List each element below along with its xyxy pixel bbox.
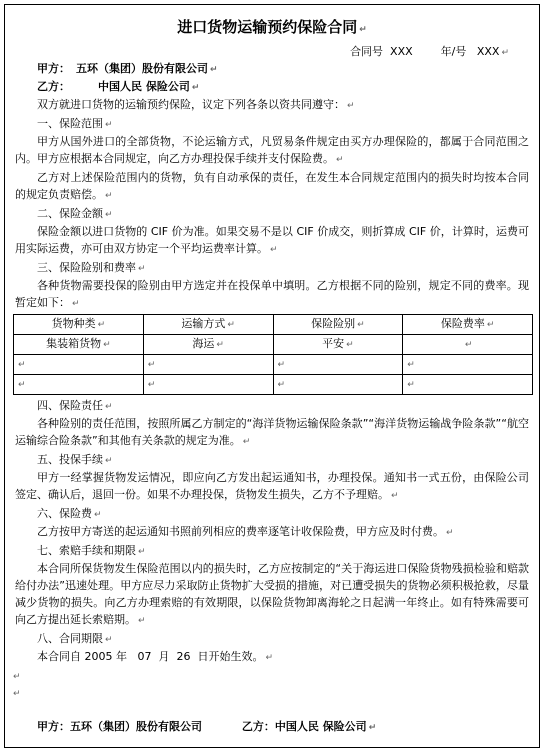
section-2 — [5, 205, 539, 259]
section-paragraph-text: 乙方按甲方寄送的起运通知书照前列相应的费率逐笔计收保险费，甲方应及时付费。 — [37, 525, 444, 538]
table-header-cell — [403, 315, 533, 335]
paragraph-mark: ↵ — [103, 340, 111, 350]
paragraph-mark: ↵ — [191, 83, 200, 93]
cell-text: 集装箱货物 — [46, 337, 102, 350]
paragraph-mark: ↵ — [18, 380, 26, 390]
section-heading — [5, 205, 539, 223]
section-3 — [5, 259, 539, 313]
section-heading-text: 一、保险范围 — [37, 117, 103, 130]
section-heading — [5, 451, 539, 469]
section-paragraph-text: 各种险别的责任范围，按照所属乙方制定的“海洋货物运输保险条款”“海洋货物运输战争险条款”“航空运输综合险条款”和其他有关条款的规定为准。 — [15, 417, 529, 447]
paragraph-mark: ↵ — [13, 672, 21, 682]
contract-number-text: 合同号 XXX 年/号 XXX — [350, 45, 500, 58]
section-7 — [5, 542, 539, 630]
intro-text: 双方就进口货物的运输预约保险，议定下列各条以资共同遵守： — [37, 98, 345, 111]
paragraph-mark: ↵ — [407, 360, 415, 370]
section-paragraph-text: 保险金额以进口货物的 CIF 价为准。如果交易不是以 CIF 价成交，则折算成 CIF 价，计算时，运费可用实际运费，亦可由双方协定一个平均运费率计算。 — [15, 225, 529, 255]
section-paragraph-text: 乙方对上述保险范围内的货物，负有自动承保的责任，在发生本合同规定范围内的损失时均按本合同的规定负责赔偿。 — [15, 171, 529, 201]
table-cell — [143, 335, 273, 355]
section-paragraph-text: 本合同自 2005 年 07 月 26 日开始生效。 — [37, 650, 264, 663]
section-5 — [5, 451, 539, 505]
table-cell — [14, 335, 144, 355]
party-b-name: 中国人民 保险公司 — [98, 80, 190, 93]
section-paragraph — [5, 277, 539, 313]
section-paragraph-text: 各种货物需要投保的险别由甲方选定并在投保单中填明。乙方根据不同的险别，规定不同的费率。现暂定如下： — [15, 279, 529, 309]
paragraph-mark: ↵ — [357, 320, 365, 330]
paragraph-mark: ↵ — [359, 25, 367, 35]
table-header-cell — [273, 315, 403, 335]
footer-party-a-name: 五环（集团）股份有限公司 — [70, 720, 202, 733]
signature-line — [5, 718, 539, 737]
section-heading — [5, 397, 539, 415]
section-heading — [5, 542, 539, 560]
section-heading-text: 四、保险责任 — [37, 399, 103, 412]
footer-party-b-label: 乙方： — [241, 720, 275, 733]
paragraph-mark: ↵ — [97, 320, 106, 330]
section-heading-text: 七、索赔手续和期限 — [37, 544, 136, 557]
section-4 — [5, 397, 539, 451]
intro-paragraph — [5, 96, 539, 115]
section-heading — [5, 505, 539, 523]
section-1 — [5, 115, 539, 205]
paragraph-mark: ↵ — [265, 653, 273, 663]
section-paragraph-text: 本合同所保货物发生保险范围以内的损失时，乙方应按制定的“关于海运进口保险货物残损检验和赔款给付办法”迅速处理。甲方应尽力采取防止货物扩大受损的措施，对已遭受损失的货物必须积极抢救，尽量减少货物的损失。向乙方办理索赔的有效期限，以保险货物卸离海轮之日起满一年终止。如有特殊需要可向乙方提出延长索赔期。 — [15, 562, 529, 626]
paragraph-mark: ↵ — [72, 299, 80, 309]
footer-party-a-label: 甲方： — [37, 720, 70, 733]
table-cell — [403, 335, 533, 355]
table-cell — [403, 355, 533, 375]
paragraph-mark: ↵ — [138, 264, 146, 274]
paragraph-mark: ↵ — [368, 723, 377, 733]
section-6 — [5, 505, 539, 542]
section-paragraph — [5, 169, 539, 205]
section-paragraph — [5, 560, 539, 630]
table-row — [14, 355, 533, 375]
header-coverage-type: 保险险别 — [311, 317, 356, 330]
section-heading — [5, 630, 539, 648]
section-paragraph — [5, 523, 539, 542]
paragraph-mark: ↵ — [277, 380, 286, 390]
paragraph-mark: ↵ — [105, 402, 113, 412]
table-cell — [273, 335, 403, 355]
paragraph-mark: ↵ — [105, 210, 113, 220]
paragraph-mark: ↵ — [407, 380, 415, 390]
section-paragraph — [5, 415, 539, 451]
paragraph-mark: ↵ — [336, 155, 344, 165]
paragraph-mark: ↵ — [138, 616, 146, 626]
header-transport-mode: 运输方式 — [181, 317, 226, 330]
paragraph-mark: ↵ — [270, 245, 278, 255]
section-heading-text: 六、保险费 — [37, 507, 92, 520]
table-row — [14, 375, 533, 395]
party-a-name: 五环（集团）股份有限公司 — [76, 62, 208, 75]
paragraph-mark: ↵ — [347, 101, 355, 111]
insurance-rate-table — [13, 314, 533, 395]
table-cell — [14, 355, 144, 375]
section-paragraph-text: 甲方从国外进口的全部货物，不论运输方式，凡贸易条件规定由买方办理保险的，都属于合同范围之内。甲方应根据本合同规定，向乙方办理投保手续并支付保险费。 — [15, 135, 529, 165]
paragraph-mark: ↵ — [105, 635, 113, 645]
header-goods-type: 货物种类 — [51, 317, 96, 330]
paragraph-mark: ↵ — [105, 456, 113, 466]
table-cell — [273, 355, 403, 375]
paragraph-mark: ↵ — [210, 65, 218, 75]
footer-party-b — [242, 720, 367, 733]
blank-line — [5, 667, 539, 684]
paragraph-mark: ↵ — [242, 437, 251, 447]
paragraph-mark: ↵ — [446, 528, 454, 538]
paragraph-mark: ↵ — [138, 547, 146, 557]
paragraph-mark: ↵ — [147, 380, 156, 390]
section-paragraph — [5, 648, 539, 667]
section-paragraph — [5, 223, 539, 259]
paragraph-mark: ↵ — [147, 360, 156, 370]
contract-number-line — [5, 43, 539, 60]
paragraph-mark: ↵ — [94, 510, 102, 520]
section-heading-text: 二、保险金额 — [37, 207, 103, 220]
party-b-line — [5, 78, 539, 96]
table-cell — [14, 375, 144, 395]
table-cell — [273, 375, 403, 395]
paragraph-mark: ↵ — [464, 340, 473, 350]
paragraph-mark: ↵ — [346, 340, 354, 350]
section-paragraph — [5, 133, 539, 169]
document-title — [5, 17, 539, 37]
section-heading-text: 五、投保手续 — [37, 453, 103, 466]
section-8 — [5, 630, 539, 667]
paragraph-mark: ↵ — [105, 120, 113, 130]
header-premium-rate: 保险费率 — [440, 317, 485, 330]
contract-document — [4, 4, 540, 748]
paragraph-mark: ↵ — [105, 191, 113, 201]
section-heading-text: 八、合同期限 — [37, 632, 103, 645]
table-header-cell — [14, 315, 144, 335]
paragraph-mark: ↵ — [391, 491, 399, 501]
title-text: 进口货物运输预约保险合同 — [177, 18, 358, 36]
section-heading — [5, 115, 539, 133]
table-cell — [403, 375, 533, 395]
table-row — [14, 335, 533, 355]
party-b-label: 乙方： — [37, 80, 70, 93]
footer-party-b-name: 中国人民 保险公司 — [274, 720, 367, 733]
cell-text: 平安 — [322, 337, 345, 350]
table-header-row — [14, 315, 533, 335]
section-paragraph — [5, 469, 539, 505]
table-cell — [143, 355, 273, 375]
cell-text: 海运 — [192, 337, 215, 350]
paragraph-mark: ↵ — [13, 689, 21, 699]
table-header-cell — [143, 315, 273, 335]
paragraph-mark: ↵ — [501, 48, 509, 58]
table-cell — [143, 375, 273, 395]
party-a-line — [5, 60, 539, 78]
paragraph-mark: ↵ — [18, 360, 26, 370]
section-heading — [5, 259, 539, 277]
paragraph-mark: ↵ — [216, 340, 224, 350]
party-a-label: 甲方： — [37, 62, 70, 75]
paragraph-mark: ↵ — [227, 320, 235, 330]
paragraph-mark: ↵ — [486, 320, 495, 330]
blank-line — [5, 684, 539, 701]
section-paragraph-text: 甲方一经掌握货物发运情况，即应向乙方发出起运通知书，办理投保。通知书一式五份，由保险公司签定、确认后，退回一份。如果不办理投保，货物发生损失，乙方不予理赔。 — [15, 471, 529, 501]
paragraph-mark: ↵ — [277, 360, 286, 370]
section-heading-text: 三、保险险别和费率 — [37, 261, 136, 274]
